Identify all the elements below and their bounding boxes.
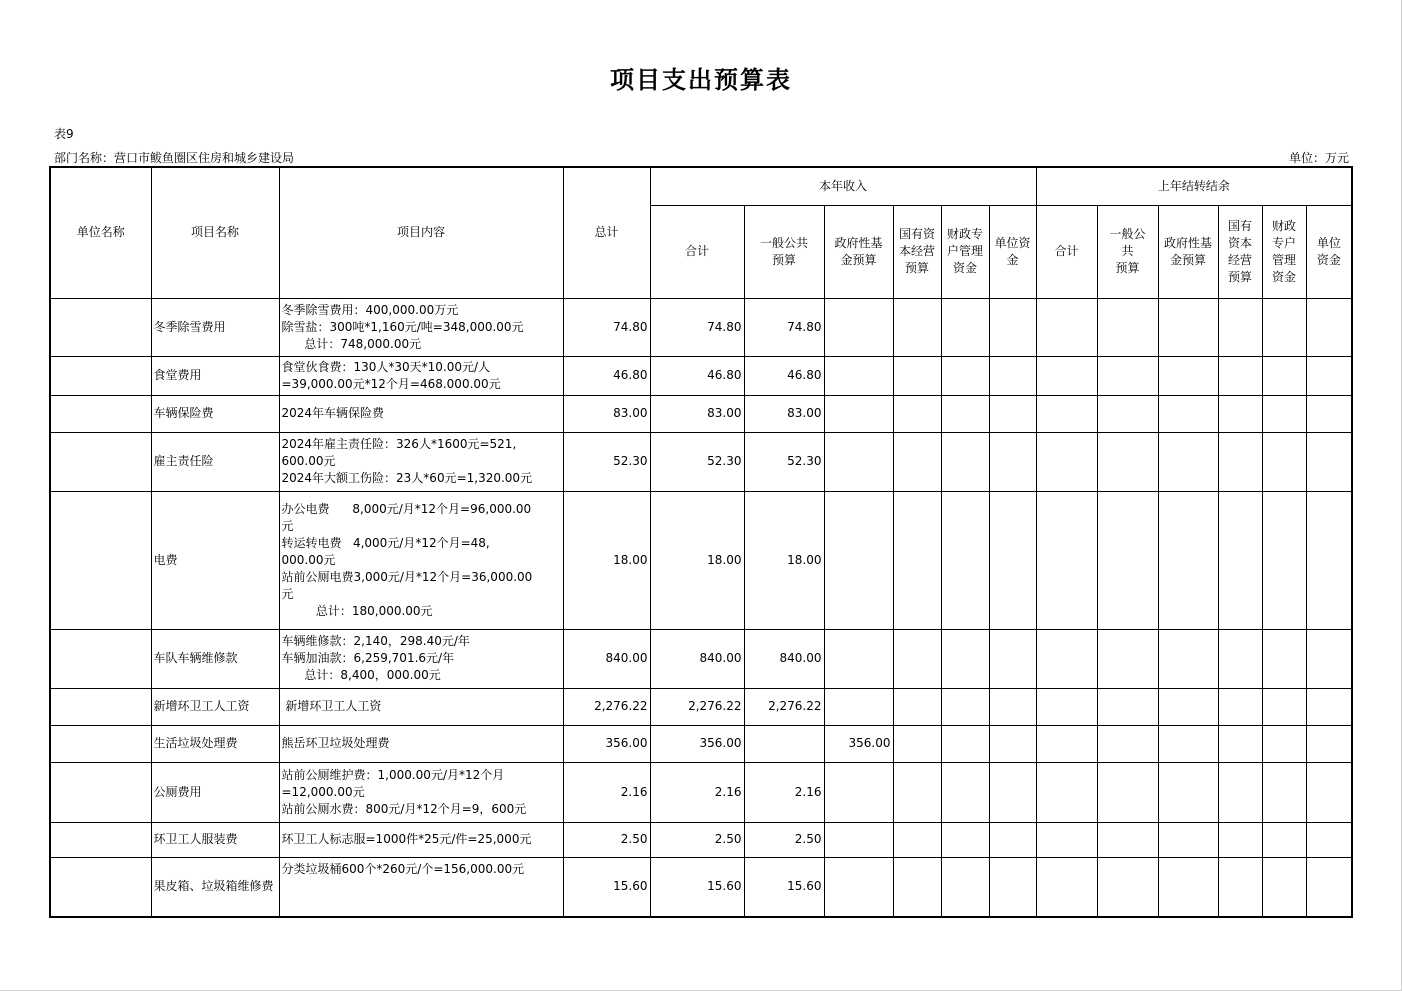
cell-co-general <box>1097 725 1158 762</box>
cell-co-sum <box>1036 762 1097 822</box>
cell-cur-state <box>893 432 941 491</box>
cell-co-state <box>1218 395 1262 432</box>
cell-co-special <box>1262 629 1306 688</box>
cell-project-name: 新增环卫工人工资 <box>151 688 279 725</box>
header-last-year-carryover: 上年结转结余 <box>1036 167 1352 205</box>
cell-cur-fund <box>824 857 893 917</box>
cell-unit-name <box>50 395 151 432</box>
cell-project-name: 车辆保险费 <box>151 395 279 432</box>
cell-co-fund <box>1158 629 1218 688</box>
content-line: 600.00元 <box>281 454 336 468</box>
table-row <box>50 432 1352 491</box>
cell-cur-fund: 356.00 <box>824 725 893 762</box>
cell-unit-name <box>50 857 151 917</box>
cell-co-fund <box>1158 432 1218 491</box>
cell-cur-general: 83.00 <box>744 395 824 432</box>
cell-project-name: 雇主责任险 <box>151 432 279 491</box>
cell-total: 356.00 <box>563 725 650 762</box>
cell-co-special <box>1262 857 1306 917</box>
cell-cur-general: 2.50 <box>744 822 824 857</box>
table-row <box>50 395 1352 432</box>
cell-co-general <box>1097 356 1158 395</box>
cell-project-content <box>279 356 563 395</box>
cell-cur-sum: 15.60 <box>650 857 744 917</box>
cell-cur-special <box>941 629 989 688</box>
cell-cur-fund <box>824 491 893 629</box>
cell-total: 74.80 <box>563 298 650 356</box>
content-line: 总计：8,400，000.00元 <box>281 668 441 682</box>
cell-cur-special <box>941 491 989 629</box>
cell-total: 46.80 <box>563 356 650 395</box>
cell-co-unit <box>1306 688 1352 725</box>
cell-co-state <box>1218 298 1262 356</box>
carryover-header-4: 财政 专户 管理 资金 <box>1262 205 1306 298</box>
cell-co-fund <box>1158 298 1218 356</box>
cell-cur-unit <box>989 688 1036 725</box>
content-line: 站前公厕维护费：1,000.00元/月*12个月 <box>281 767 505 782</box>
cell-cur-unit <box>989 395 1036 432</box>
content-line: 转运转电费 4,000元/月*12个月=48, <box>281 535 490 550</box>
cell-co-state <box>1218 491 1262 629</box>
table-row <box>50 298 1352 356</box>
cell-cur-sum: 2.16 <box>650 762 744 822</box>
cell-cur-state <box>893 688 941 725</box>
cell-unit-name <box>50 762 151 822</box>
cell-co-fund <box>1158 688 1218 725</box>
cell-co-general <box>1097 688 1158 725</box>
table-row <box>50 857 1352 917</box>
current-income-header-4: 财政专 户管理 资金 <box>941 205 989 298</box>
cell-project-content <box>279 432 563 491</box>
cell-cur-general: 2.16 <box>744 762 824 822</box>
cell-co-special <box>1262 688 1306 725</box>
cell-co-sum <box>1036 356 1097 395</box>
cell-cur-sum: 356.00 <box>650 725 744 762</box>
cell-cur-special <box>941 688 989 725</box>
cell-co-sum <box>1036 822 1097 857</box>
cell-cur-sum: 2.50 <box>650 822 744 857</box>
table-row <box>50 629 1352 688</box>
cell-cur-general <box>744 725 824 762</box>
content-line <box>282 878 561 895</box>
cell-cur-general: 74.80 <box>744 298 824 356</box>
cell-cur-state <box>893 356 941 395</box>
cell-cur-state <box>893 857 941 917</box>
cell-cur-general: 18.00 <box>744 491 824 629</box>
cell-project-content <box>279 491 563 629</box>
cell-cur-general: 15.60 <box>744 857 824 917</box>
page-title: 项目支出预算表 <box>610 66 792 94</box>
content-line: 2024年大额工伤险：23人*60元=1,320.00元 <box>281 471 533 485</box>
cell-project-name: 环卫工人服装费 <box>151 822 279 857</box>
cell-cur-unit <box>989 356 1036 395</box>
cell-unit-name <box>50 432 151 491</box>
cell-cur-sum: 83.00 <box>650 395 744 432</box>
cell-cur-fund <box>824 432 893 491</box>
cell-co-unit <box>1306 356 1352 395</box>
cell-cur-unit <box>989 822 1036 857</box>
cell-cur-sum: 74.80 <box>650 298 744 356</box>
cell-cur-special <box>941 822 989 857</box>
cell-co-state <box>1218 725 1262 762</box>
cell-project-content <box>279 629 563 688</box>
cell-total: 2.50 <box>563 822 650 857</box>
table-row <box>50 356 1352 395</box>
cell-unit-name <box>50 725 151 762</box>
cell-co-unit <box>1306 298 1352 356</box>
cell-co-special <box>1262 432 1306 491</box>
cell-co-state <box>1218 762 1262 822</box>
content-line: 总计：180,000.00元 <box>281 603 433 618</box>
cell-co-general <box>1097 822 1158 857</box>
cell-co-fund <box>1158 725 1218 762</box>
cell-unit-name <box>50 629 151 688</box>
cell-project-name: 果皮箱、垃圾箱维修费 <box>151 857 279 917</box>
cell-cur-state <box>893 725 941 762</box>
table-row <box>50 491 1352 629</box>
cell-co-general <box>1097 298 1158 356</box>
carryover-header-2: 政府性基 金预算 <box>1158 205 1218 298</box>
cell-cur-special <box>941 725 989 762</box>
current-income-header-3: 国有资 本经营 预算 <box>893 205 941 298</box>
carryover-header-3: 国有 资本 经营 预算 <box>1218 205 1262 298</box>
cell-total: 2,276.22 <box>563 688 650 725</box>
cell-co-general <box>1097 857 1158 917</box>
content-line: 环卫工人标志服=1000件*25元/件=25,000元 <box>281 832 532 846</box>
cell-project-name: 电费 <box>151 491 279 629</box>
carryover-header-0: 合计 <box>1036 205 1097 298</box>
cell-co-sum <box>1036 688 1097 725</box>
content-line: 新增环卫工人工资 <box>281 699 382 713</box>
cell-cur-state <box>893 629 941 688</box>
cell-co-state <box>1218 688 1262 725</box>
department-name: 部门名称：营口市鲅鱼圈区住房和城乡建设局 <box>54 151 295 165</box>
cell-project-name: 食堂费用 <box>151 356 279 395</box>
cell-co-special <box>1262 395 1306 432</box>
cell-unit-name <box>50 822 151 857</box>
cell-cur-fund <box>824 629 893 688</box>
cell-cur-state <box>893 298 941 356</box>
header-unit-name: 单位名称 <box>50 167 151 298</box>
carryover-header-1: 一般公 共 预算 <box>1097 205 1158 298</box>
content-line: 总计：748,000.00元 <box>281 336 422 351</box>
cell-project-content <box>279 298 563 356</box>
header-current-income: 本年收入 <box>650 167 1036 205</box>
cell-cur-state <box>893 395 941 432</box>
cell-total: 83.00 <box>563 395 650 432</box>
unit-label: 单位：万元 <box>1288 151 1349 165</box>
content-line: 冬季除雪费用：400,000.00万元 <box>281 302 459 317</box>
cell-co-fund <box>1158 395 1218 432</box>
cell-unit-name <box>50 688 151 725</box>
cell-cur-unit <box>989 491 1036 629</box>
cell-project-name: 冬季除雪费用 <box>151 298 279 356</box>
content-line: 站前公厕电费3,000元/月*12个月=36,000.00 <box>281 569 533 584</box>
cell-co-general <box>1097 762 1158 822</box>
table-row <box>50 688 1352 725</box>
cell-project-content <box>279 725 563 762</box>
cell-cur-fund <box>824 298 893 356</box>
cell-co-sum <box>1036 432 1097 491</box>
cell-co-sum <box>1036 629 1097 688</box>
carryover-header-5: 单位 资金 <box>1306 205 1352 298</box>
current-income-header-2: 政府性基 金预算 <box>824 205 893 298</box>
cell-co-special <box>1262 762 1306 822</box>
cell-cur-state <box>893 491 941 629</box>
cell-cur-sum: 18.00 <box>650 491 744 629</box>
content-line: 元 <box>281 586 294 601</box>
cell-cur-sum: 52.30 <box>650 432 744 491</box>
cell-cur-special <box>941 762 989 822</box>
cell-cur-general: 52.30 <box>744 432 824 491</box>
cell-co-sum <box>1036 298 1097 356</box>
cell-co-sum <box>1036 491 1097 629</box>
cell-cur-unit <box>989 432 1036 491</box>
current-income-header-1: 一般公共 预算 <box>744 205 824 298</box>
cell-cur-general: 2,276.22 <box>744 688 824 725</box>
content-line <box>282 895 561 912</box>
cell-cur-unit <box>989 298 1036 356</box>
cell-co-special <box>1262 356 1306 395</box>
cell-cur-fund <box>824 762 893 822</box>
header-project-content: 项目内容 <box>279 167 563 298</box>
cell-cur-unit <box>989 857 1036 917</box>
cell-co-fund <box>1158 822 1218 857</box>
cell-co-fund <box>1158 857 1218 917</box>
cell-co-fund <box>1158 356 1218 395</box>
cell-co-unit <box>1306 822 1352 857</box>
cell-total: 840.00 <box>563 629 650 688</box>
cell-total: 18.00 <box>563 491 650 629</box>
cell-co-fund <box>1158 491 1218 629</box>
cell-cur-general: 46.80 <box>744 356 824 395</box>
current-income-header-0: 合计 <box>650 205 744 298</box>
cell-co-unit <box>1306 432 1352 491</box>
content-line: 2024年车辆保险费 <box>281 406 385 420</box>
content-line: =39,000.00元*12个月=468.000.00元 <box>281 376 501 391</box>
cell-co-unit <box>1306 629 1352 688</box>
cell-project-content <box>279 822 563 857</box>
cell-cur-fund <box>824 395 893 432</box>
cell-project-content <box>279 762 563 822</box>
cell-project-content <box>279 688 563 725</box>
cell-co-state <box>1218 822 1262 857</box>
cell-project-name: 生活垃圾处理费 <box>151 725 279 762</box>
table-row <box>50 822 1352 857</box>
cell-cur-fund <box>824 688 893 725</box>
cell-co-state <box>1218 857 1262 917</box>
cell-co-state <box>1218 356 1262 395</box>
cell-co-unit <box>1306 857 1352 917</box>
cell-cur-unit <box>989 762 1036 822</box>
content-line: 食堂伙食费：130人*30天*10.00元/人 <box>281 359 491 374</box>
cell-co-sum <box>1036 395 1097 432</box>
cell-unit-name <box>50 491 151 629</box>
cell-co-state <box>1218 432 1262 491</box>
cell-total: 15.60 <box>563 857 650 917</box>
cell-cur-sum: 46.80 <box>650 356 744 395</box>
cell-cur-state <box>893 822 941 857</box>
cell-unit-name <box>50 356 151 395</box>
cell-project-content <box>279 395 563 432</box>
cell-co-general <box>1097 395 1158 432</box>
content-line: 000.00元 <box>281 552 336 567</box>
cell-cur-fund <box>824 822 893 857</box>
cell-co-state <box>1218 629 1262 688</box>
table-row <box>50 762 1352 822</box>
cell-co-unit <box>1306 395 1352 432</box>
cell-co-sum <box>1036 725 1097 762</box>
cell-cur-unit <box>989 629 1036 688</box>
cell-co-special <box>1262 822 1306 857</box>
cell-cur-sum: 840.00 <box>650 629 744 688</box>
cell-cur-special <box>941 298 989 356</box>
content-line: 元 <box>281 518 294 533</box>
cell-project-name: 车队车辆维修款 <box>151 629 279 688</box>
cell-cur-special <box>941 356 989 395</box>
content-line: 熊岳环卫垃圾处理费 <box>281 736 390 750</box>
cell-project-name: 公厕费用 <box>151 762 279 822</box>
content-line: 车辆维修款：2,140，298.40元/年 <box>281 634 470 648</box>
current-income-header-5: 单位资 金 <box>989 205 1036 298</box>
cell-co-general <box>1097 432 1158 491</box>
content-line: 站前公厕水费：800元/月*12个月=9，600元 <box>281 801 527 816</box>
header-total: 总计 <box>563 167 650 298</box>
cell-co-special <box>1262 298 1306 356</box>
cell-co-special <box>1262 725 1306 762</box>
cell-co-unit <box>1306 762 1352 822</box>
content-line: 分类垃圾桶600个*260元/个=156,000.00元 <box>281 862 525 877</box>
header-project-name: 项目名称 <box>151 167 279 298</box>
cell-co-fund <box>1158 762 1218 822</box>
cell-co-sum <box>1036 857 1097 917</box>
table-code: 表9 <box>54 127 74 141</box>
cell-cur-fund <box>824 356 893 395</box>
content-line: 除雪盐：300吨*1,160元/吨=348,000.00元 <box>281 319 524 334</box>
cell-co-unit <box>1306 491 1352 629</box>
content-line: 车辆加油款：6,259,701.6元/年 <box>281 651 455 665</box>
cell-total: 52.30 <box>563 432 650 491</box>
cell-cur-sum: 2,276.22 <box>650 688 744 725</box>
content-line: 2024年雇主责任险：326人*1600元=521, <box>281 437 517 451</box>
table-row <box>50 725 1352 762</box>
cell-unit-name <box>50 298 151 356</box>
cell-total: 2.16 <box>563 762 650 822</box>
cell-cur-unit <box>989 725 1036 762</box>
cell-cur-general: 840.00 <box>744 629 824 688</box>
cell-co-general <box>1097 629 1158 688</box>
cell-cur-special <box>941 395 989 432</box>
cell-cur-state <box>893 762 941 822</box>
cell-co-general <box>1097 491 1158 629</box>
cell-co-unit <box>1306 725 1352 762</box>
cell-project-content <box>279 857 563 917</box>
cell-cur-special <box>941 432 989 491</box>
content-line: 办公电费 8,000元/月*12个月=96,000.00 <box>281 501 532 516</box>
budget-table <box>49 166 1353 918</box>
content-line: =12,000.00元 <box>281 784 365 799</box>
cell-cur-special <box>941 857 989 917</box>
cell-co-special <box>1262 491 1306 629</box>
